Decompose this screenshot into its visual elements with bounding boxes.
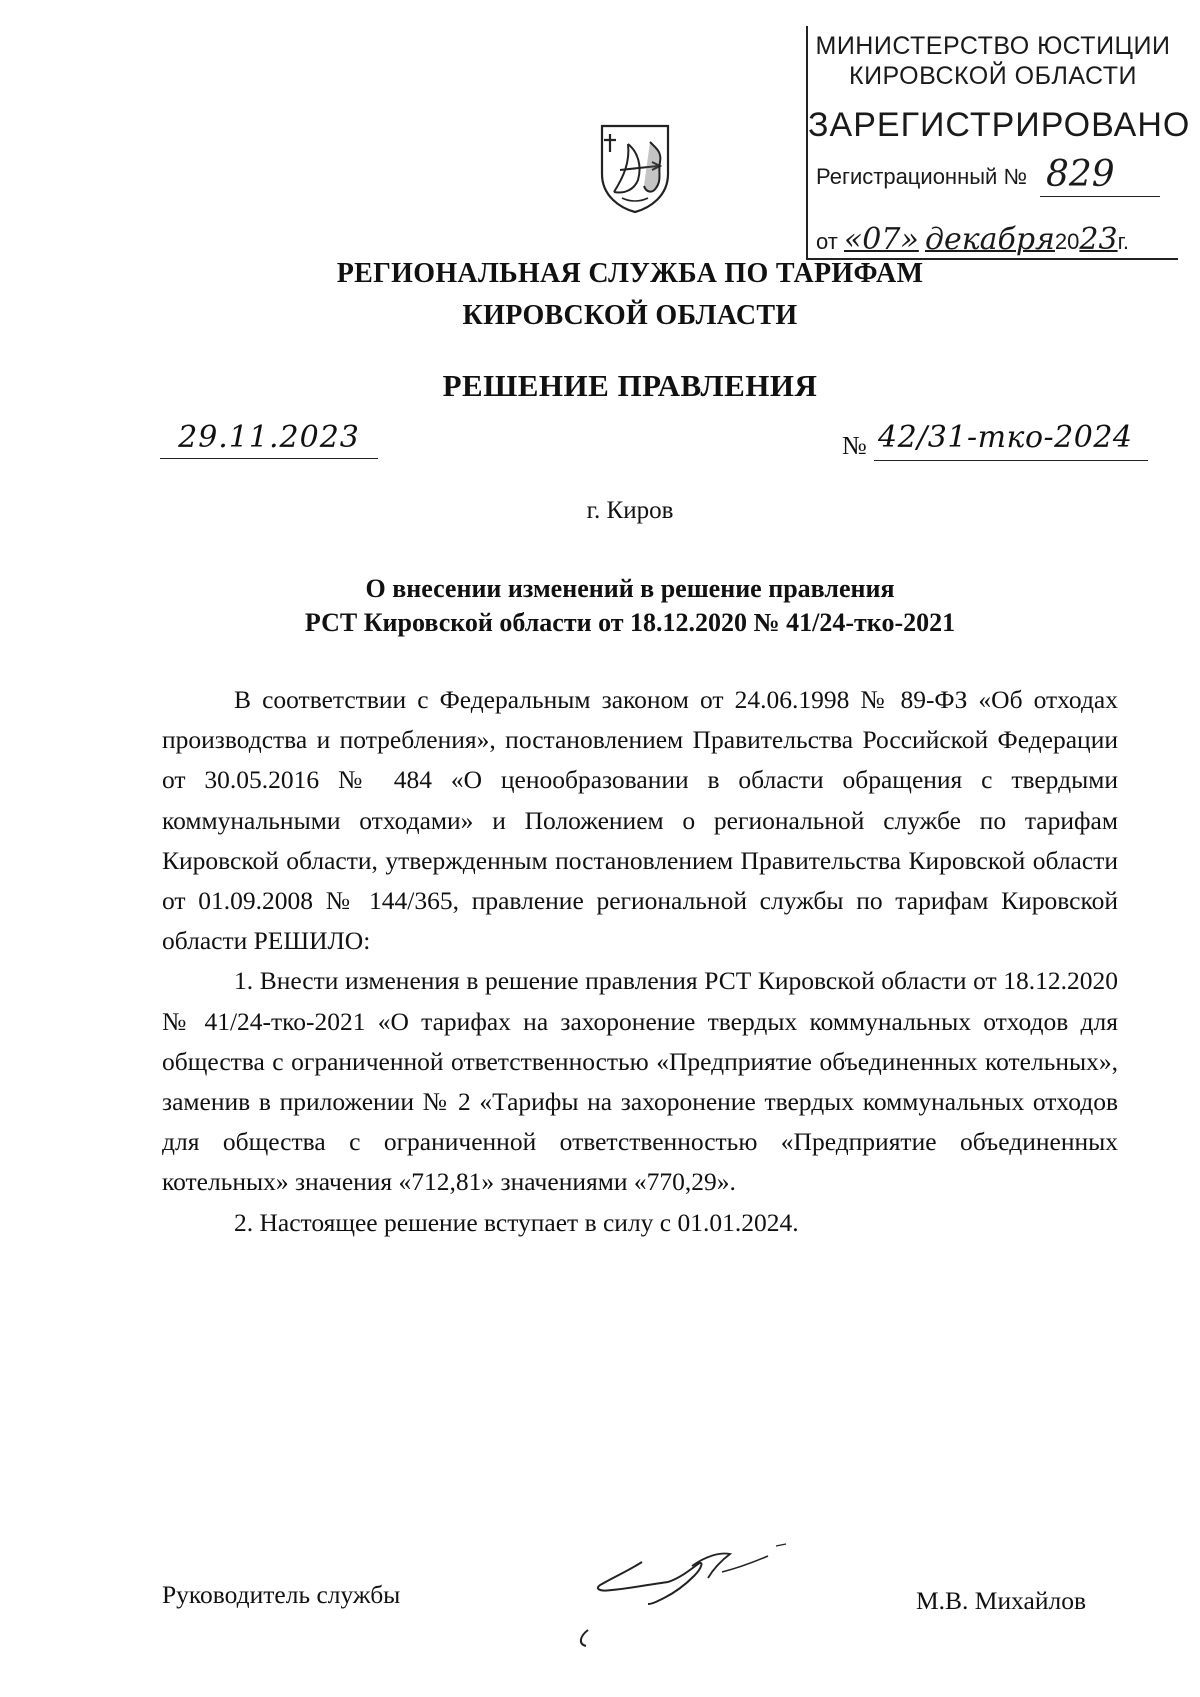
org-name-line2: КИРОВСКОЙ ОБЛАСТИ xyxy=(462,300,798,331)
registration-stamp xyxy=(806,26,1191,260)
item-1-paragraph: 1. Внести изменения в решение правления РСТ Кировской области от 18.12.2020 № 41/24-тко-2021 «О тарифах на захоронение твердых коммунальных отходов для общества с ограниченной ответственностью «Предприятие объединенных котельных», заменив в приложении № 2 «Тарифы на захоронение твердых коммунальных отходов для общества с ограниченной ответственностью «Предприятие объединенных котельных» значения «712,81» значениями «770,29». xyxy=(162,966,1118,1197)
decision-date: 29.11.2023 xyxy=(178,420,360,455)
stamp-status: ЗАРЕГИСТРИРОВАНО xyxy=(808,106,1191,144)
stamp-year-prefix: 20 xyxy=(1054,229,1080,254)
decision-number-underline xyxy=(874,460,1148,461)
preamble-paragraph: В соответствии с Федеральным законом от 24.06.1998 № 89-ФЗ «Об отходах производства и потребления», постановлением Правительства Российской Федерации от 30.05.2016 № 484 «О ценообразовании в области обращения с твердыми коммунальными отходами» и Положением о региональной службе по тарифам Кировской области, утвержденным постановлением Правительства Кировской области от 01.09.2008 № 144/365, правление региональной службы по тарифам Кировской области РЕШИЛО: xyxy=(162,685,1118,956)
stamp-day: «07» xyxy=(843,222,919,257)
stamp-reg-number: 829 xyxy=(1046,154,1115,195)
stamp-from-label: от xyxy=(816,229,838,254)
decision-date-underline xyxy=(160,458,378,459)
stamp-ministry-line: МИНИСТЕРСТВО ЮСТИЦИИ xyxy=(815,32,1171,60)
handwritten-signature xyxy=(572,1538,802,1658)
stamp-date-line xyxy=(816,222,1129,257)
decision-title-line2: РСТ Кировской области от 18.12.2020 № 41/24-тко-2021 xyxy=(304,608,956,637)
stamp-year-suffix: 23 xyxy=(1079,222,1118,257)
decision-number: 42/31-тко-2024 xyxy=(878,420,1133,455)
stamp-reg-underline xyxy=(1040,196,1160,197)
stamp-reg-label: Регистрационный № xyxy=(816,164,1028,189)
city: г. Киров xyxy=(586,497,674,524)
stamp-region-line: КИРОВСКОЙ ОБЛАСТИ xyxy=(849,62,1137,90)
item-2-paragraph: 2. Настоящее решение вступает в силу с 01.01.2024. xyxy=(234,1207,799,1237)
decision-number-label: № xyxy=(842,431,867,460)
signatory-name: М.В. Михайлов xyxy=(916,1586,1087,1615)
org-name-line1: РЕГИОНАЛЬНАЯ СЛУЖБА ПО ТАРИФАМ xyxy=(336,258,924,289)
document-type: РЕШЕНИЕ ПРАВЛЕНИЯ xyxy=(442,368,818,403)
decision-body xyxy=(162,680,1118,1243)
decision-title-line1: О внесении изменений в решение правления xyxy=(365,574,895,603)
signatory-role: Руководитель службы xyxy=(162,1580,401,1609)
kirov-coat-of-arms-icon xyxy=(598,122,672,214)
stamp-year-unit: г. xyxy=(1117,229,1130,254)
stamp-month: декабря xyxy=(924,222,1055,257)
